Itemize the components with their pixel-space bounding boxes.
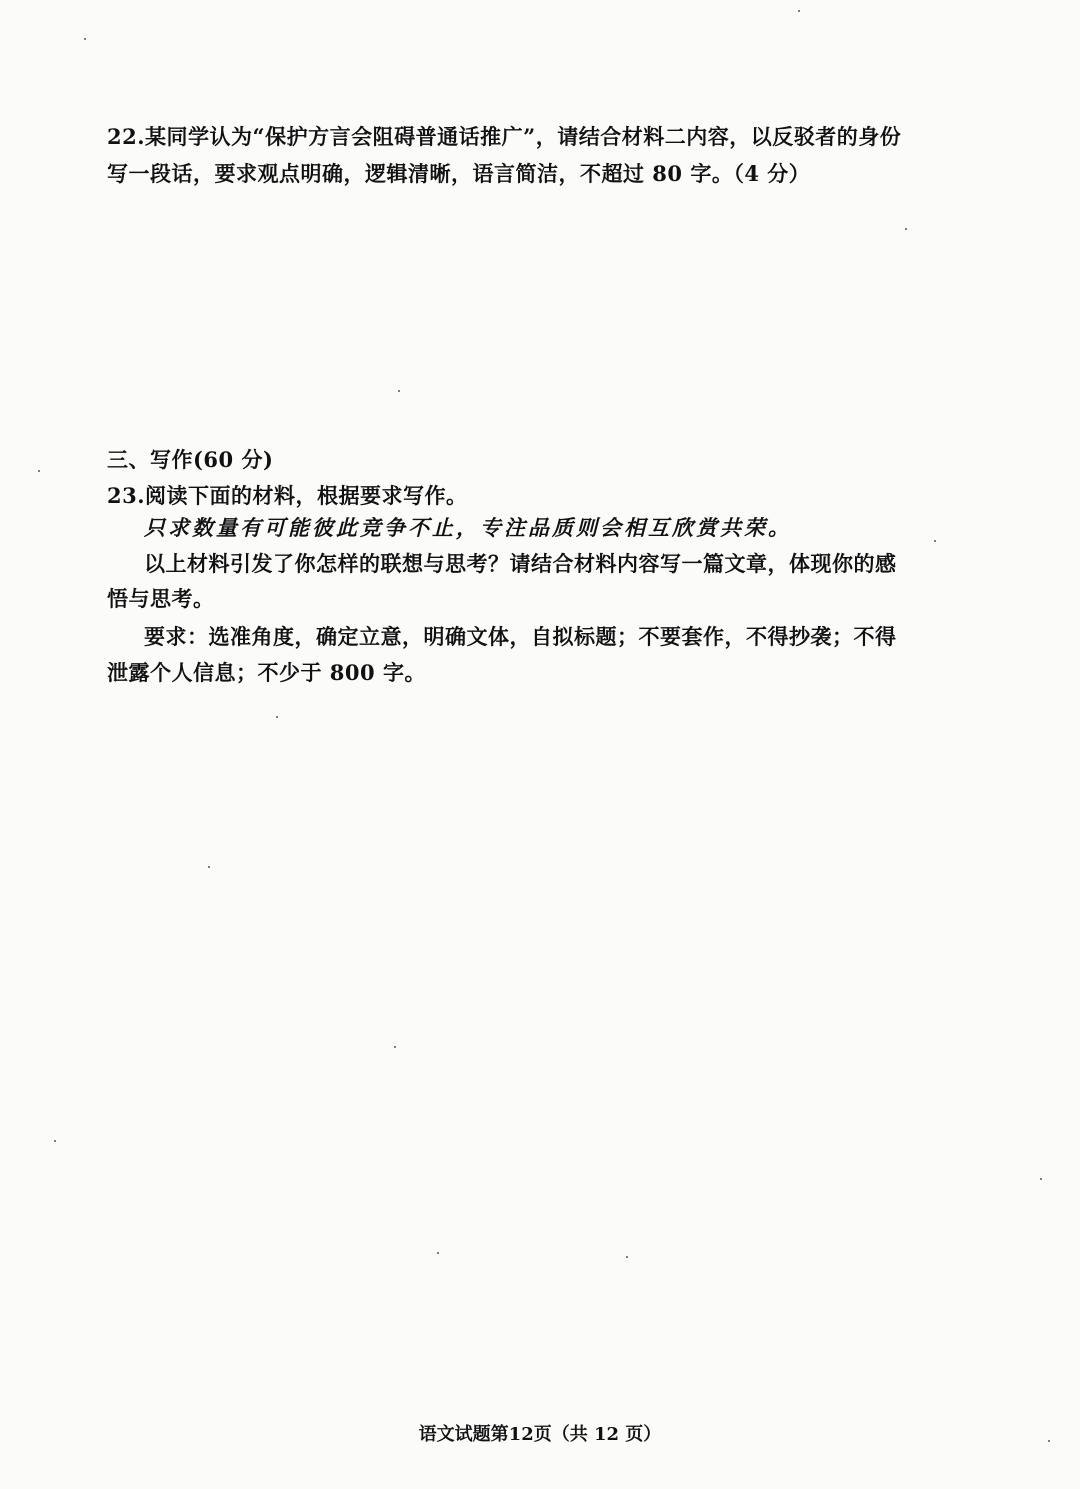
page-footer: 语文试题第12页（共 12 页） <box>418 1424 662 1445</box>
scan-speck <box>398 390 400 392</box>
question-22-line-2: 写一段话，要求观点明确，逻辑清晰，语言简洁，不超过 80 字。（4 分） <box>107 161 811 186</box>
scan-speck <box>905 228 907 230</box>
section-3-heading: 三、写作(60 分) <box>107 447 274 472</box>
scan-speck <box>394 1046 396 1048</box>
question-23-material: 只求数量有可能彼此竞争不止，专注品质则会相互欣赏共荣。 <box>144 515 792 540</box>
question-23-prompt-line-1: 以上材料引发了你怎样的联想与思考？请结合材料内容写一篇文章，体现你的感 <box>144 551 897 576</box>
scan-speck <box>934 540 936 542</box>
scan-speck <box>84 38 86 40</box>
scan-speck <box>276 716 278 718</box>
question-23-intro: 23.阅读下面的材料，根据要求写作。 <box>107 483 468 508</box>
scan-speck <box>208 866 210 868</box>
scan-speck <box>798 10 800 12</box>
question-23-requirements-line-1: 要求：选准角度，确定立意，明确文体，自拟标题；不要套作，不得抄袭；不得 <box>144 624 897 649</box>
scan-speck <box>54 1140 56 1142</box>
scan-speck <box>437 1252 439 1254</box>
scan-speck <box>1048 1440 1050 1442</box>
question-22-line-1: 22.某同学认为“保护方言会阻碍普通话推广”，请结合材料二内容，以反驳者的身份 <box>107 124 902 149</box>
question-23-prompt-line-2: 悟与思考。 <box>107 586 215 611</box>
scan-speck <box>1040 1178 1042 1180</box>
question-23-requirements-line-2: 泄露个人信息；不少于 800 字。 <box>107 660 426 685</box>
scan-speck <box>626 1256 628 1258</box>
scan-speck <box>38 470 40 472</box>
